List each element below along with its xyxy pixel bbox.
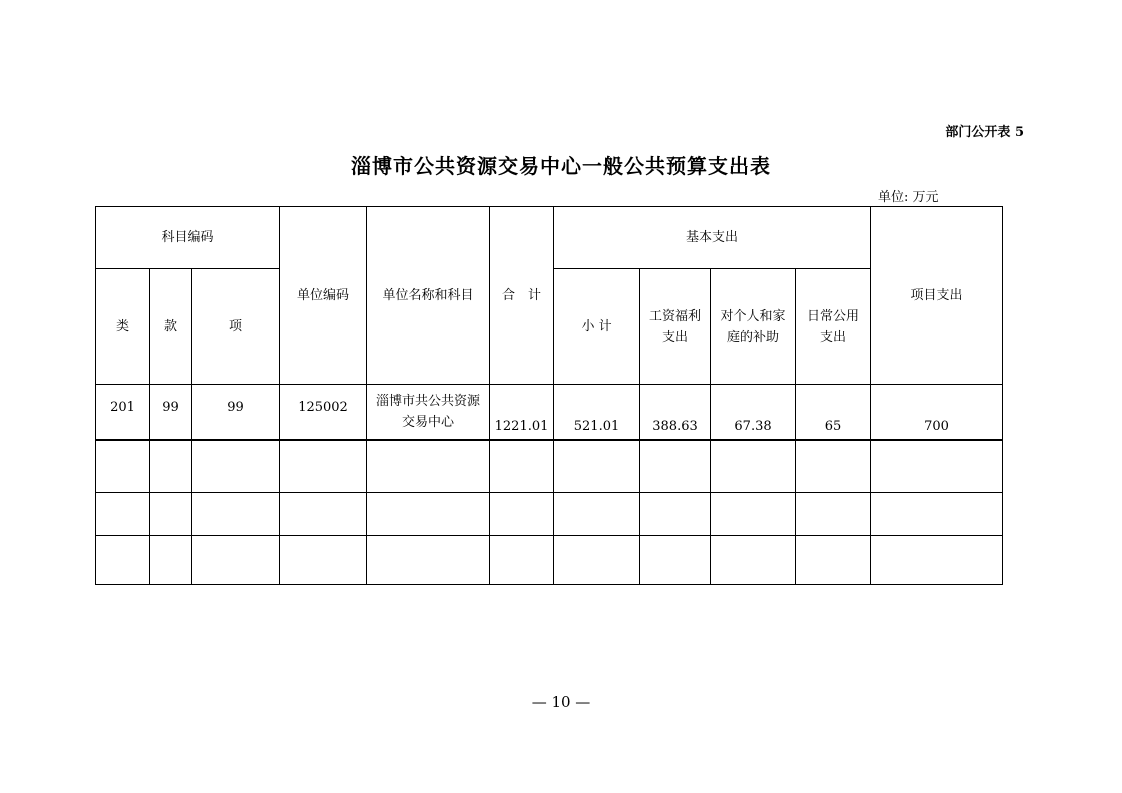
empty-cell xyxy=(871,536,1003,585)
empty-cell xyxy=(640,536,711,585)
empty-cell xyxy=(711,493,796,536)
table-row-empty xyxy=(96,536,1003,585)
unit-label: 单位: 万元 xyxy=(878,190,939,205)
empty-cell xyxy=(554,493,640,536)
table-row xyxy=(96,385,1003,441)
header-personal-line2: 庭的补助 xyxy=(727,329,780,345)
header-total: 合 计 xyxy=(490,207,554,385)
cell-unit-name-line2: 交易中心 xyxy=(402,415,455,430)
header-subject-code: 科目编码 xyxy=(96,207,280,269)
header-xiang: 项 xyxy=(192,269,280,385)
table-row-empty xyxy=(96,440,1003,493)
empty-cell xyxy=(871,493,1003,536)
empty-cell xyxy=(367,536,490,585)
cell-lei: 201 xyxy=(96,385,150,441)
cell-daily: 65 xyxy=(796,385,871,441)
cell-salary: 388.63 xyxy=(640,385,711,441)
empty-cell xyxy=(796,440,871,493)
header-unit-name: 单位名称和科目 xyxy=(367,207,490,385)
header-salary xyxy=(640,269,711,385)
cell-unit-code: 125002 xyxy=(280,385,367,441)
cell-subtotal: 521.01 xyxy=(554,385,640,441)
empty-cell xyxy=(490,536,554,585)
empty-cell xyxy=(367,493,490,536)
header-daily xyxy=(796,269,871,385)
cell-total: 1221.01 xyxy=(490,385,554,441)
empty-cell xyxy=(96,440,150,493)
page-title: 淄博市公共资源交易中心一般公共预算支出表 xyxy=(351,154,771,178)
cell-unit-name xyxy=(367,385,490,441)
page-number: — 10 — xyxy=(531,693,591,711)
empty-cell xyxy=(192,440,280,493)
empty-cell xyxy=(711,440,796,493)
empty-cell xyxy=(711,536,796,585)
cell-personal: 67.38 xyxy=(711,385,796,441)
header-personal xyxy=(711,269,796,385)
cell-project: 700 xyxy=(871,385,1003,441)
empty-cell xyxy=(554,440,640,493)
table-tag: 部门公开表 5 xyxy=(945,125,1024,140)
header-lei: 类 xyxy=(96,269,150,385)
header-row-1 xyxy=(96,207,1003,269)
empty-cell xyxy=(150,493,192,536)
empty-cell xyxy=(150,536,192,585)
header-salary-line1: 工资福利 xyxy=(649,308,702,324)
header-kuan: 款 xyxy=(150,269,192,385)
empty-cell xyxy=(554,536,640,585)
cell-unit-name-line1: 淄博市共公共资源 xyxy=(376,394,481,409)
empty-cell xyxy=(640,440,711,493)
empty-cell xyxy=(796,536,871,585)
empty-cell xyxy=(871,440,1003,493)
header-subtotal: 小 计 xyxy=(554,269,640,385)
empty-cell xyxy=(192,536,280,585)
header-basic-expenditure: 基本支出 xyxy=(554,207,871,269)
cell-kuan: 99 xyxy=(150,385,192,441)
empty-cell xyxy=(150,440,192,493)
header-personal-line1: 对个人和家 xyxy=(720,308,786,324)
table-row-empty xyxy=(96,493,1003,536)
cell-xiang: 99 xyxy=(192,385,280,441)
header-salary-line2: 支出 xyxy=(662,329,689,345)
empty-cell xyxy=(367,440,490,493)
header-project-expenditure: 项目支出 xyxy=(871,207,1003,385)
header-unit-code: 单位编码 xyxy=(280,207,367,385)
empty-cell xyxy=(96,536,150,585)
empty-cell xyxy=(96,493,150,536)
empty-cell xyxy=(796,493,871,536)
empty-cell xyxy=(490,493,554,536)
empty-cell xyxy=(280,536,367,585)
empty-cell xyxy=(192,493,280,536)
empty-cell xyxy=(280,440,367,493)
header-daily-line1: 日常公用 xyxy=(807,308,860,324)
empty-cell xyxy=(640,493,711,536)
empty-cell xyxy=(490,440,554,493)
header-daily-line2: 支出 xyxy=(820,329,847,345)
empty-cell xyxy=(280,493,367,536)
budget-expenditure-table xyxy=(95,206,1003,585)
